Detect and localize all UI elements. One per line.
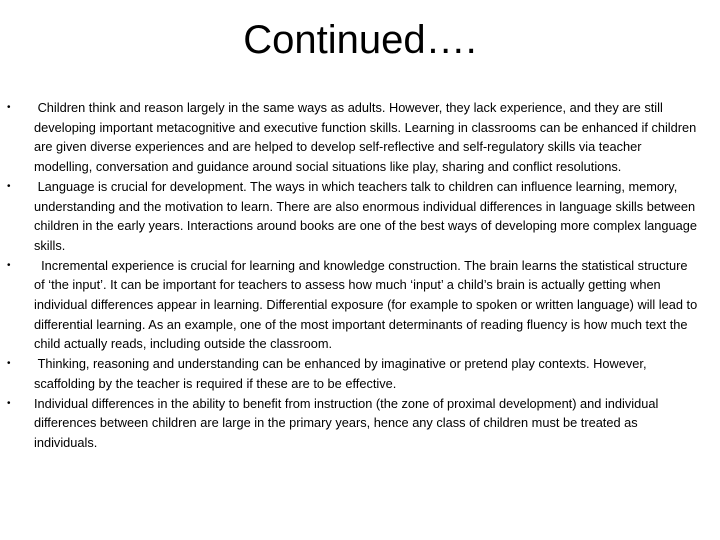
bullet-icon: •: [7, 180, 11, 192]
bullet-text: Language is crucial for development. The ways in which teachers talk to children can influence learning, memory, understanding and the motivation to learn. There are also enormous individual differences in language skills between children in the early years. Interactions around books are one of the best ways of developing more complex language skills.: [34, 178, 701, 253]
bullet-text: Thinking, reasoning and understanding can be enhanced by imaginative or pretend play contexts. However, scaffolding by the teacher is required if these are to be effective.: [34, 356, 651, 391]
bullet-icon: •: [7, 259, 11, 271]
bullet-item-1: [0, 98, 720, 177]
bullet-item-5: [0, 394, 720, 453]
bullet-item-3: [0, 256, 720, 355]
bullet-icon: •: [7, 397, 11, 409]
bullet-text: Incremental experience is crucial for learning and knowledge construction. The brain learns the statistical structure of ‘the input’. It can be important for teachers to assess how much ‘input’ a child’s brain is actually getting when individual differences appear in learning. Differential exposure (for example to spoken or written language) will lead to differential learning. As an example, one of the most important determinants of reading fluency is how much text the child actually reads, including outside the classroom.: [34, 257, 701, 352]
bullet-icon: •: [7, 358, 11, 370]
slide-title: Continued….: [243, 18, 477, 62]
bullet-icon: •: [7, 102, 11, 113]
bullet-text: Individual differences in the ability to benefit from instruction (the zone of proximal development) and individual differences between children are large in the primary years, hence any class of children must be treated as individuals.: [34, 395, 662, 450]
bullet-item-4: [0, 354, 720, 393]
bullet-item-2: [0, 177, 720, 256]
bullet-list: [0, 98, 720, 453]
bullet-text: Children think and reason largely in the same ways as adults. However, they lack experience, and they are still developing important metacognitive and executive function skills. Learning in classrooms can be enhanced if children are given diverse experiences and are helped to develop self-reflective and self-regulatory skills via teacher modelling, conversation and guidance around social situations like play, sharing and conflict resolutions.: [34, 100, 700, 175]
